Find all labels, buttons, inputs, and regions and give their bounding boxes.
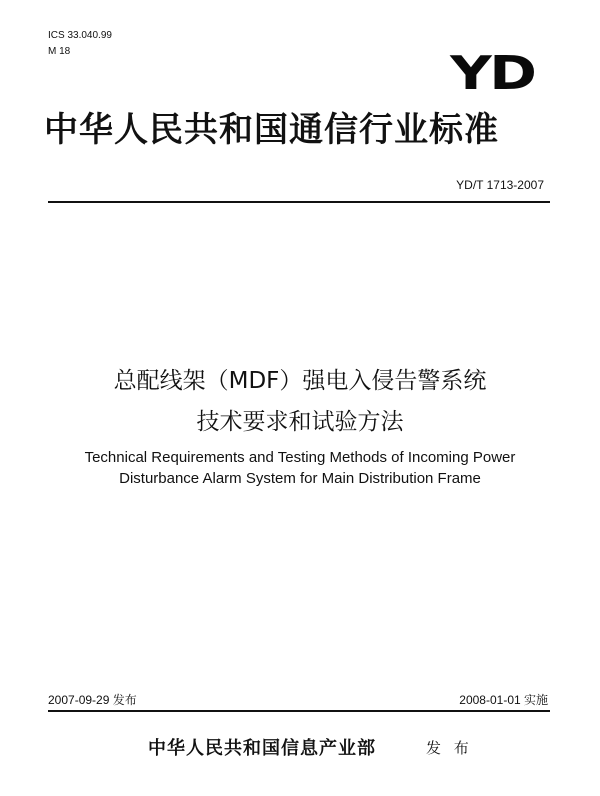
chinese-title-line-1: 总配线架（MDF）强电入侵告警系统: [113, 368, 487, 394]
publish-date: 2007-09-29 发布: [48, 693, 137, 707]
standard-category-title: 中华人民共和国通信行业标准: [44, 110, 499, 150]
classification-code: M 18: [48, 46, 71, 57]
implementation-date: 2008-01-01 实施: [459, 693, 548, 707]
publisher-name: 中华人民共和国信息产业部: [148, 738, 376, 759]
publish-label: 发 布: [426, 739, 473, 757]
english-title-line-2: Disturbance Alarm System for Main Distribution Frame: [119, 470, 481, 487]
ics-code: ICS 33.040.99: [48, 30, 112, 41]
top-divider: [48, 201, 550, 203]
chinese-title-line-2: 技术要求和试验方法: [196, 409, 404, 435]
yd-logo: YD: [449, 46, 534, 100]
bottom-divider: [48, 710, 550, 712]
standard-number: YD/T 1713-2007: [456, 178, 544, 192]
english-title-line-1: Technical Requirements and Testing Methods of Incoming Power: [84, 449, 516, 466]
